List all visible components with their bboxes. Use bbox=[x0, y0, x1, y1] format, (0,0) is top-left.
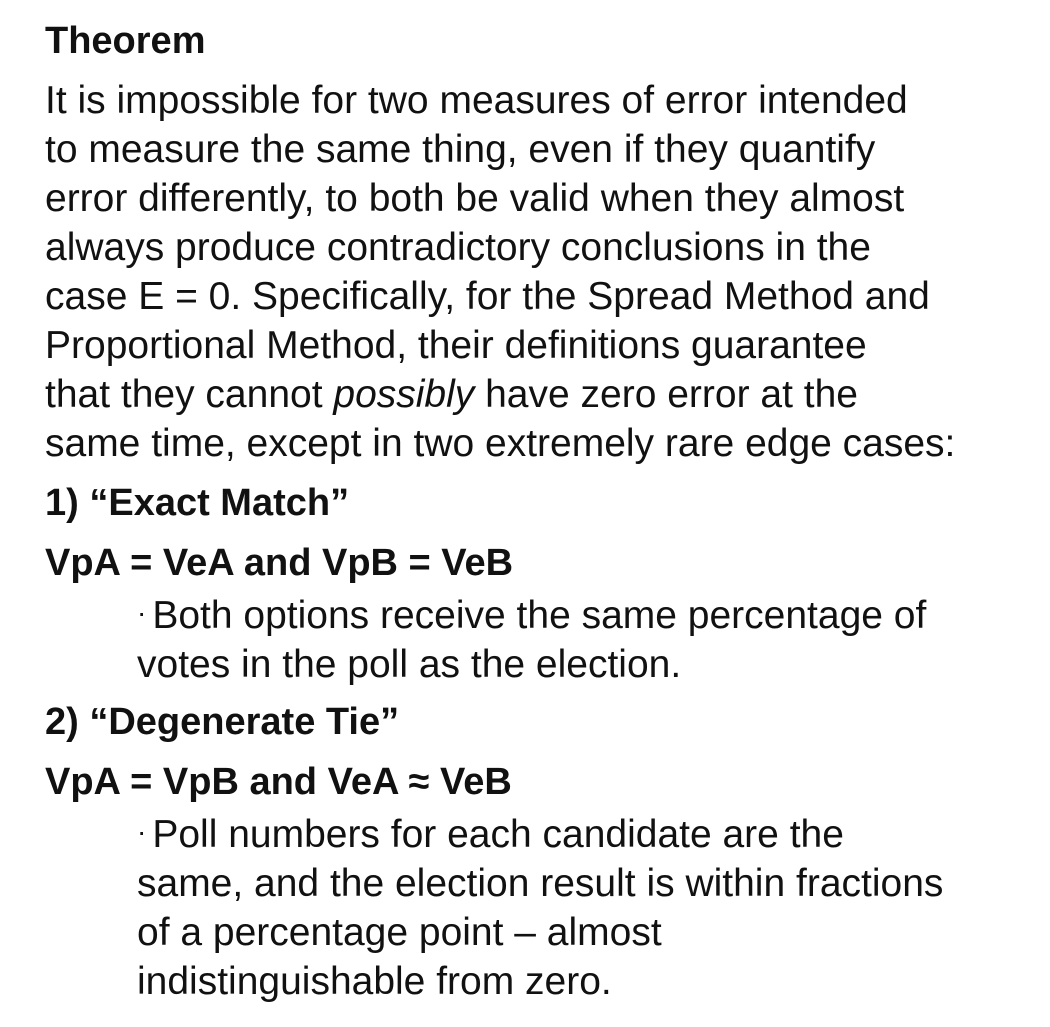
statement-line: It is impossible for two measures of error intended bbox=[45, 79, 908, 122]
case-2-formula: VpA = VpB and VeA ≈ VeB bbox=[45, 761, 512, 803]
theorem-document bbox=[45, 16, 1035, 1006]
statement-line: always produce contradictory conclusions in the bbox=[45, 226, 871, 269]
note-text: Both options receive the same percentage of bbox=[152, 594, 927, 637]
note-line: of a percentage point – almost bbox=[137, 911, 662, 954]
case-2-note bbox=[137, 807, 1035, 1006]
case-1-note bbox=[137, 588, 1035, 689]
case-1-formula: VpA = VeA and VpB = VeB bbox=[45, 542, 514, 584]
statement-line: error differently, to both be valid when they almost bbox=[45, 177, 905, 220]
note-line bbox=[137, 807, 1035, 859]
statement-text: that they cannot bbox=[45, 373, 334, 416]
note-line bbox=[137, 588, 1035, 640]
note-text: Poll numbers for each candidate are the bbox=[152, 813, 844, 856]
theorem-statement bbox=[45, 76, 1035, 468]
statement-line: Proportional Method, their definitions guarantee bbox=[45, 324, 867, 367]
bullet-dot: · bbox=[137, 597, 147, 628]
statement-line: to measure the same thing, even if they quantify bbox=[45, 128, 876, 171]
theorem-heading: Theorem bbox=[45, 20, 206, 62]
note-line: same, and the election result is within fractions bbox=[137, 862, 944, 905]
case-1-title: 1) “Exact Match” bbox=[45, 482, 350, 524]
case-2-title: 2) “Degenerate Tie” bbox=[45, 701, 400, 743]
emphasis-possibly: possibly bbox=[333, 373, 475, 416]
bullet-dot: · bbox=[137, 816, 147, 847]
statement-text: have zero error at the bbox=[474, 373, 858, 416]
note-line: indistinguishable from zero. bbox=[137, 960, 612, 1003]
statement-line: same time, except in two extremely rare edge cases: bbox=[45, 422, 956, 465]
note-line: votes in the poll as the election. bbox=[137, 643, 682, 686]
statement-line: case E = 0. Specifically, for the Spread Method and bbox=[45, 275, 930, 318]
statement-line-with-emphasis bbox=[45, 370, 1035, 419]
